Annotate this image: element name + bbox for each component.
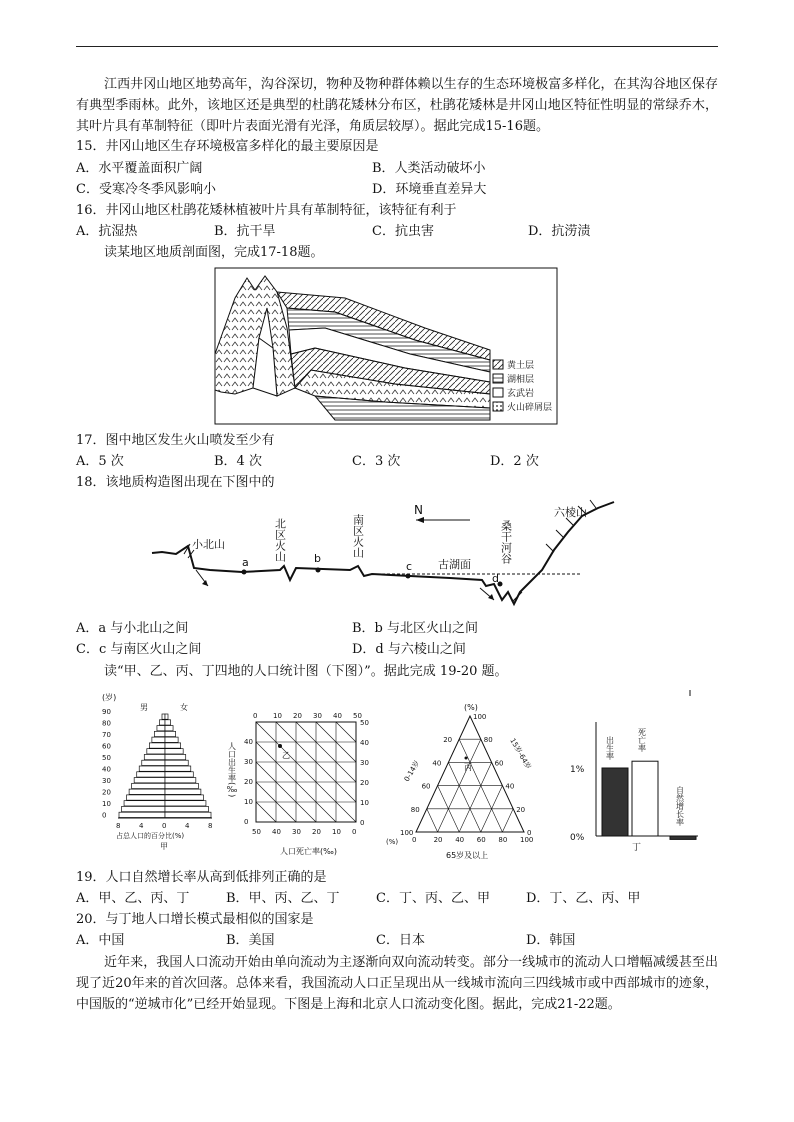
ternary-right-tick: 20 <box>516 805 526 814</box>
ternary-right-tick: 100 <box>473 713 487 721</box>
grid-left-tick: 0 <box>244 818 249 826</box>
pyramid-xlabel: 占总人口的百分比(%) <box>116 832 185 840</box>
ternary-left-tick: 40 <box>432 759 442 768</box>
pyramid-x-tick: 0 <box>162 822 167 830</box>
pyramid-x-tick: 8 <box>116 822 121 830</box>
pyramid-bar-female <box>165 783 198 788</box>
population-pyramid <box>100 690 230 860</box>
pyramid-age-tick: 10 <box>102 800 111 808</box>
q19-option-c[interactable]: C．丁、丙、乙、甲 <box>376 891 490 906</box>
label-liuleng: 六棱山 <box>554 506 587 519</box>
pyramid-bar-male <box>134 778 165 783</box>
grid-bottom-tick: 30 <box>292 828 301 836</box>
pyramid-bar-female <box>165 714 168 719</box>
pyramid-bar-female <box>165 760 188 765</box>
pyramid-age-tick: 90 <box>102 708 111 716</box>
grid-right-tick: 0 <box>360 819 365 827</box>
pyramid-bar-male <box>124 801 165 806</box>
grid-right-tick: 40 <box>360 739 369 747</box>
grid-left-tick: 20 <box>244 778 253 786</box>
ternary-bottom-tick: 80 <box>498 836 508 844</box>
q17-option-b[interactable]: B．4 次 <box>214 454 262 469</box>
ternary-bottom-tick: 40 <box>455 836 465 844</box>
q18-option-c[interactable]: C．c 与南区火山之间 <box>76 642 202 657</box>
pyramid-age-tick: 20 <box>102 788 111 797</box>
pyramid-age-tick: 40 <box>102 765 111 774</box>
ternary-bottom-label: 65岁及以上 <box>446 851 489 860</box>
grid-right-tick: 20 <box>360 779 369 787</box>
pyramid-age-tick: 30 <box>102 777 111 785</box>
label-sanggan: 桑干河谷 <box>499 520 513 564</box>
pyramid-bar-female <box>165 801 206 806</box>
ternary-bottom-pct: (%) <box>386 838 399 846</box>
label-xiaobeishan: 小北山 <box>192 538 225 551</box>
q15-option-c[interactable]: C．受寒冷冬季风影响小 <box>76 182 216 197</box>
grid-top-tick: 10 <box>273 712 282 720</box>
pyramid-age-tick: 60 <box>102 742 111 751</box>
bar-chart-name: 丁 <box>632 843 642 853</box>
grid-point-label: 乙 <box>282 751 290 760</box>
label-guhu: 古湖面 <box>438 558 471 571</box>
pyramid-bar-male <box>119 812 165 817</box>
pyramid-bar-female <box>165 812 211 817</box>
terrain-profile-figure <box>150 496 630 620</box>
bar-1 <box>602 768 628 836</box>
pyramid-unit: (岁) <box>102 693 117 702</box>
ternary-point-bing <box>465 757 468 760</box>
grid-top-tick: 30 <box>313 712 322 720</box>
pyramid-bar-female <box>165 772 193 777</box>
pyramid-age-tick: 0 <box>102 811 107 820</box>
intro-17-18: 读某地区地质剖面图，完成17-18题。 <box>104 245 324 260</box>
q20-option-b[interactable]: B．美国 <box>226 933 275 948</box>
bar-3 <box>670 836 696 839</box>
pyramid-bar-male <box>142 760 165 765</box>
pyramid-bar-male <box>127 795 165 800</box>
q16-option-c[interactable]: C．抗虫害 <box>372 224 434 239</box>
q18-option-d[interactable]: D．d 与六棱山之间 <box>352 642 466 657</box>
pyramid-bar-male <box>159 720 165 725</box>
pyramid-bar-female <box>165 754 186 759</box>
grid-top-tick: 0 <box>253 712 258 720</box>
q18-option-a[interactable]: A．a 与小北山之间 <box>76 621 189 636</box>
pyramid-bar-male <box>139 766 165 771</box>
ternary-bottom-tick: 0 <box>412 836 417 844</box>
pyramid-bar-male <box>162 714 165 719</box>
pyramid-age-tick: 80 <box>102 719 111 728</box>
q17-stem: 17．图中地区发生火山喷发至少有 <box>76 433 275 448</box>
ternary-right-tick: 0 <box>527 829 532 837</box>
bar-ytick-0: 0% <box>570 833 585 843</box>
label-c: c <box>406 560 413 573</box>
q16-option-a[interactable]: A．抗湿热 <box>76 224 138 239</box>
bar-ytick-1: 1% <box>570 765 585 775</box>
pyramid-bar-male <box>122 806 165 811</box>
label-beiqu-volcano: 北区火山 <box>273 518 287 562</box>
intro-19-20: 读“甲、乙、丙、丁四地的人口统计图（下图）”。据此完成 19-20 题。 <box>104 664 508 679</box>
grid-point-yi <box>278 744 282 748</box>
q20-option-c[interactable]: C．日本 <box>376 933 425 948</box>
pyramid-bar-male <box>149 743 165 748</box>
grid-right-tick: 30 <box>360 759 369 767</box>
pyramid-bar-male <box>152 737 165 742</box>
pyramid-bar-male <box>144 754 165 759</box>
passage-21-22: 近年来，我国人口流动开始由单向流动为主逐渐向双向流动转变。部分一线城市的流动人口增幅减缓甚至出现了近20年来的首次回落。总体来看，我国流动人口正呈现出从一线城市流向三四线城市或中西部城市的迹象，中国版的“逆城市化”已经开始显现。下图是上海和北京人口流动变化图。据此，完成21-22题。 <box>76 955 718 1012</box>
label-nanqu-volcano: 南区火山 <box>351 514 365 558</box>
grid-left-tick: 40 <box>244 738 253 746</box>
grid-bottom-tick: 40 <box>272 828 281 836</box>
q17-option-a[interactable]: A．5 次 <box>76 454 124 469</box>
legend-pyroclastic: 火山碎屑层 <box>507 403 553 413</box>
q20-stem: 20．与丁地人口增长模式最相似的国家是 <box>76 912 314 927</box>
pyramid-name: 甲 <box>160 842 168 851</box>
q16-option-b[interactable]: B．抗干旱 <box>214 224 276 239</box>
north-label: N <box>414 503 423 517</box>
ternary-left-tick: 60 <box>421 782 431 791</box>
grid-ylabel: 人口出生率(‰) <box>227 742 237 798</box>
grid-left-tick: 30 <box>244 758 253 766</box>
pyramid-x-tick: 4 <box>139 822 144 830</box>
label-d: d <box>492 572 499 585</box>
q16-stem: 16．井冈山地区杜鹃花矮林植被叶片具有革制特征，该特征有利于 <box>76 203 457 218</box>
q18-option-b[interactable]: B．b 与北区火山之间 <box>352 621 479 636</box>
grid-left-tick: 10 <box>244 798 253 806</box>
label-a: a <box>242 556 249 569</box>
birth-death-grid-chart <box>227 708 390 858</box>
pyramid-male: 男 <box>140 703 148 712</box>
q17-option-d[interactable]: D．2 次 <box>490 454 539 469</box>
ternary-bottom-tick: 20 <box>433 836 443 844</box>
legend-loess: 黄土层 <box>507 361 535 371</box>
pyramid-bar-female <box>165 726 173 731</box>
pyramid-bar-female <box>165 778 196 783</box>
ternary-right-tick: 60 <box>494 759 504 768</box>
q15-option-a[interactable]: A．水平覆盖面积广阔 <box>76 161 203 176</box>
ternary-left-tick: 20 <box>443 736 453 745</box>
pyramid-bar-female <box>165 766 191 771</box>
pyramid-bar-male <box>147 749 165 754</box>
legend-basalt: 玄武岩 <box>507 389 535 399</box>
pyramid-bar-male <box>132 783 165 788</box>
q18-stem: 18．该地质构造图出现在下图中的 <box>76 475 275 490</box>
pyramid-female: 女 <box>180 703 188 712</box>
pyramid-age-tick: 70 <box>102 731 111 739</box>
q19-option-a[interactable]: A．甲、乙、丙、丁 <box>76 891 190 906</box>
label-b: b <box>314 552 321 565</box>
q19-option-d[interactable]: D．丁、乙、丙、甲 <box>526 891 641 906</box>
q16-option-d[interactable]: D．抗涝渍 <box>528 224 591 239</box>
q20-option-d[interactable]: D．韩国 <box>526 933 576 948</box>
ternary-pct: (%) <box>464 703 478 712</box>
grid-top-tick: 50 <box>353 712 362 720</box>
q15-stem: 15．井冈山地区生存环境极富多样化的最主要原因是 <box>76 139 379 154</box>
passage-15-16: 江西井冈山地区地势高年，沟谷深切，物种及物种群体赖以生存的生态环境极富多样化，在其沟谷地区保存有典型季雨林。此外，该地区还是典型的杜鹃花矮林分布区，杜鹃花矮林是井冈山地区特征性明显的常绿乔木，其叶片具有革制特征（即叶片表面光滑有光泽，角质层较厚）。据此完成15-16题。 <box>76 77 718 134</box>
grid-bottom-tick: 50 <box>252 828 261 836</box>
grid-bottom-tick: 0 <box>352 828 357 836</box>
q15-option-b[interactable]: B．人类活动破坏小 <box>372 161 486 176</box>
pyramid-age-tick: 50 <box>102 754 111 762</box>
pyramid-bar-female <box>165 795 203 800</box>
ternary-right-tick: 80 <box>483 736 493 745</box>
q19-stem: 19．人口自然增长率从高到低排列正确的是 <box>76 870 327 885</box>
pyramid-bar-female <box>165 737 178 742</box>
ternary-right-tick: 40 <box>505 782 515 791</box>
bar-2 <box>632 761 658 836</box>
grid-top-tick: 20 <box>293 712 302 720</box>
pyramid-bar-female <box>165 789 201 794</box>
legend-lake: 湖相层 <box>507 375 535 385</box>
grid-bottom-tick: 10 <box>332 828 341 836</box>
pyramid-bar-male <box>137 772 165 777</box>
bar-label-natural: 自然增长率 <box>675 786 685 826</box>
pyramid-bar-male <box>157 726 165 731</box>
birth-death-bar-chart <box>566 688 706 858</box>
ternary-bottom-tick: 60 <box>476 836 486 844</box>
ternary-left-tick: 100 <box>400 829 414 837</box>
grid-xlabel: 人口死亡率(‰) <box>280 847 337 856</box>
pyramid-x-tick: 4 <box>185 822 190 830</box>
ternary-bottom-tick: 100 <box>520 836 534 844</box>
pyramid-bar-male <box>154 731 165 736</box>
header-rule <box>76 46 718 47</box>
pyramid-bar-female <box>165 720 171 725</box>
bar-label-death: 死亡率 <box>637 728 647 752</box>
q19-option-b[interactable]: B．甲、丙、乙、丁 <box>226 891 340 906</box>
pyramid-bar-male <box>129 789 165 794</box>
pyramid-bar-female <box>165 731 176 736</box>
grid-right-tick: 10 <box>360 799 369 807</box>
ternary-right-label: 15岁-64岁 <box>508 737 533 771</box>
q20-option-a[interactable]: A．中国 <box>76 933 125 948</box>
pyramid-x-tick: 8 <box>208 822 213 830</box>
ternary-point-label: 丙 <box>464 763 472 772</box>
ternary-left-label: 0-14岁 <box>402 759 422 783</box>
geologic-section-figure <box>215 268 557 424</box>
q17-option-c[interactable]: C．3 次 <box>352 454 401 469</box>
pyramid-bar-female <box>165 743 181 748</box>
ternary-age-chart <box>386 700 566 860</box>
grid-right-tick: 50 <box>360 719 369 727</box>
pyramid-bar-female <box>165 749 183 754</box>
pyramid-bar-female <box>165 806 208 811</box>
ternary-left-tick: 80 <box>410 805 420 814</box>
q15-option-d[interactable]: D．环境垂直差异大 <box>372 182 487 197</box>
bar-label-birth: 出生率 <box>605 736 615 760</box>
grid-bottom-tick: 20 <box>312 828 321 836</box>
grid-top-tick: 40 <box>333 712 342 720</box>
